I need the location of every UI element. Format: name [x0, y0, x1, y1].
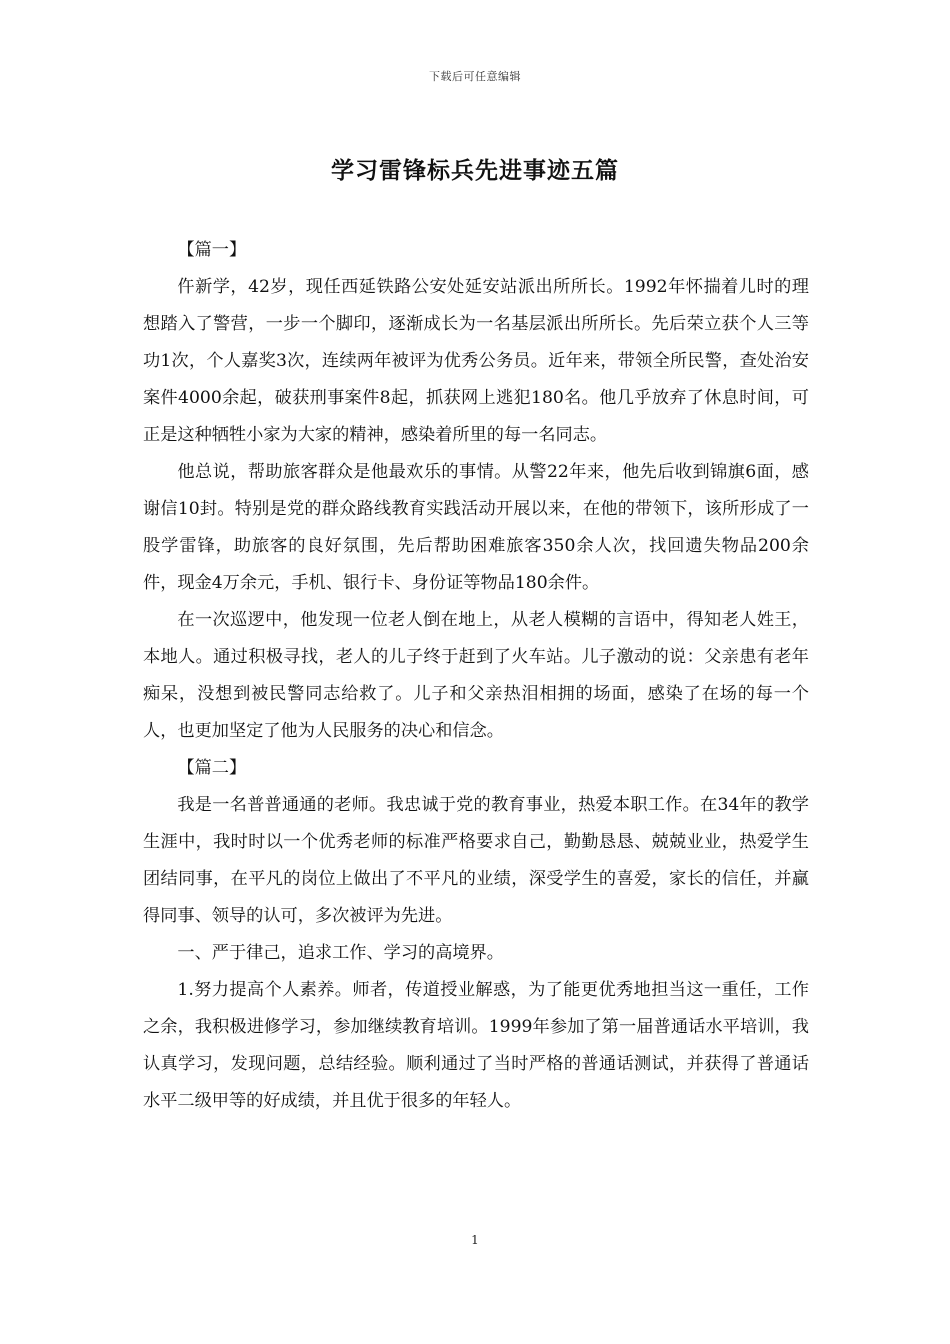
page-number: 1	[471, 1233, 479, 1247]
body-paragraph: 我是一名普普通通的老师。我忠诚于党的教育事业，热爱本职工作。在34年的教学生涯中，我时时以一个优秀老师的标准严格要求自己，勤勤恳恳、兢兢业业，热爱学生团结同事，在平凡的岗位上做出了不平凡的业绩，深受学生的喜爱，家长的信任，并赢得同事、领导的认可，多次被评为先进。	[143, 795, 809, 926]
body-paragraph: 在一次巡逻中，他发现一位老人倒在地上，从老人模糊的言语中，得知老人姓王，本地人。通过积极寻找，老人的儿子终于赶到了火车站。儿子激动的说：父亲患有老年痴呆，没想到被民警同志给救了。儿子和父亲热泪相拥的场面，感染了在场的每一个人，也更加坚定了他为人民服务的决心和信念。	[143, 610, 809, 741]
section-heading-1: 【篇一】	[177, 240, 247, 260]
body-paragraph: 1.努力提高个人素养。师者，传道授业解惑，为了能更优秀地担当这一重任，工作之余，我积极进修学习，参加继续教育培训。1999年参加了第一届普通话水平培训，我认真学习，发现问题，总结经验。顺利通过了当时严格的普通话测试，并获得了普通话水平二级甲等的好成绩，并且优于很多的年轻人。	[143, 980, 809, 1111]
body-paragraph: 他总说，帮助旅客群众是他最欢乐的事情。从警22年来，他先后收到锦旗6面，感谢信10封。特别是党的群众路线教育实践活动开展以来，在他的带领下，该所形成了一股学雷锋，助旅客的良好氛围，先后帮助困难旅客350余人次，找回遗失物品200余件，现金4万余元，手机、银行卡、身份证等物品180余件。	[143, 462, 809, 593]
section-heading-2: 【篇二】	[177, 758, 247, 778]
page-header-note: 下载后可任意编辑	[429, 70, 521, 83]
document-title: 学习雷锋标兵先进事迹五篇	[331, 157, 619, 184]
document-body	[143, 232, 809, 1120]
subsection-heading: 一、严于律己，追求工作、学习的高境界。	[177, 943, 504, 963]
body-paragraph: 仵新学，42岁，现任西延铁路公安处延安站派出所所长。1992年怀揣着儿时的理想踏入了警营，一步一个脚印，逐渐成长为一名基层派出所所长。先后荣立获个人三等功1次，个人嘉奖3次，连续两年被评为优秀公务员。近年来，带领全所民警，查处治安案件4000余起，破获刑事案件8起，抓获网上逃犯180名。他几乎放弃了休息时间，可正是这种牺牲小家为大家的精神，感染着所里的每一名同志。	[143, 277, 809, 445]
